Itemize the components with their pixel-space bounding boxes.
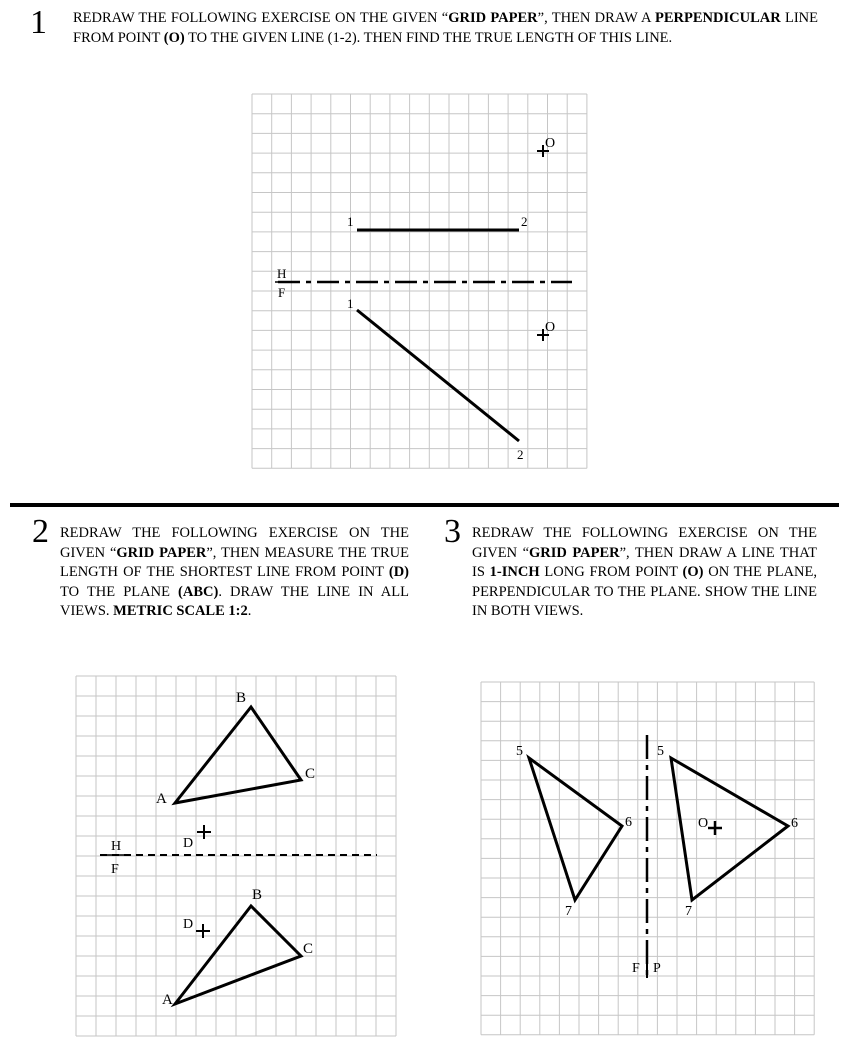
plane-567-right-view	[671, 758, 788, 900]
label-7-right: 7	[685, 904, 692, 919]
exercise-2-drawing	[100, 690, 377, 1008]
exercise-1-number: 1	[30, 4, 47, 41]
exercise-2-number: 2	[32, 513, 49, 550]
exercise-1-instructions: REDRAW THE FOLLOWING EXERCISE ON THE GIVEN “GRID PAPER”, THEN DRAW A PERPENDICULAR LINE FROM POINT (O) TO THE GIVEN LINE (1-2). THEN FIND THE TRUE LENGTH OF THIS LINE.	[73, 10, 818, 46]
label-b-bottom: B	[252, 887, 263, 903]
fold-label-h: H	[111, 839, 122, 854]
fold-label-h: H	[277, 266, 287, 281]
label-point-1-bottom: 1	[347, 296, 354, 311]
triangle-abc-top-view	[175, 707, 301, 803]
plane-567-left-view	[529, 758, 622, 900]
fold-label-p: P	[653, 961, 661, 976]
exercise-3-number: 3	[444, 513, 461, 550]
label-5-right: 5	[657, 744, 664, 759]
triangle-abc-front-view	[175, 906, 301, 1004]
label-c-top: C	[305, 766, 316, 782]
exercise-3-instructions: REDRAW THE FOLLOWING EXERCISE ON THE GIVEN “GRID PAPER”, THEN DRAW A LINE THAT IS 1-INCH LONG FROM POINT (O) ON THE PLANE, PERPENDICULAR TO THE PLANE. SHOW THE LINE IN BOTH VIEWS.	[472, 525, 817, 619]
point-o-marker	[708, 821, 722, 835]
label-point-2-bottom: 2	[517, 447, 524, 462]
label-5-left: 5	[516, 744, 523, 759]
label-6-left: 6	[625, 815, 632, 830]
label-point-o: O	[698, 816, 709, 831]
label-a-bottom: A	[162, 992, 173, 1008]
label-a-top: A	[156, 791, 167, 807]
exercise-2-instructions: REDRAW THE FOLLOWING EXERCISE ON THE GIVEN “GRID PAPER”, THEN MEASURE THE TRUE LENGTH OF THE SHORTEST LINE FROM POINT (D) TO THE PLANE (ABC). DRAW THE LINE IN ALL VIEWS. METRIC SCALE 1:2.	[60, 525, 409, 619]
label-6-right: 6	[791, 816, 798, 831]
label-c-bottom: C	[303, 941, 314, 957]
point-d-top-marker	[197, 825, 211, 839]
label-b-top: B	[236, 690, 247, 706]
label-d-top: D	[183, 836, 194, 851]
label-point-2-top: 2	[521, 214, 528, 229]
label-7-left: 7	[565, 904, 572, 919]
label-point-o-bottom: O	[545, 320, 556, 335]
label-d-bottom: D	[183, 917, 194, 932]
fold-label-f: F	[111, 862, 119, 877]
grid-paper-1	[252, 94, 587, 468]
fold-label-f: F	[632, 961, 640, 976]
label-point-o-top: O	[545, 136, 556, 151]
label-point-1-top: 1	[347, 214, 354, 229]
fold-label-f: F	[278, 285, 286, 300]
line-1-2-front-view	[357, 310, 519, 441]
